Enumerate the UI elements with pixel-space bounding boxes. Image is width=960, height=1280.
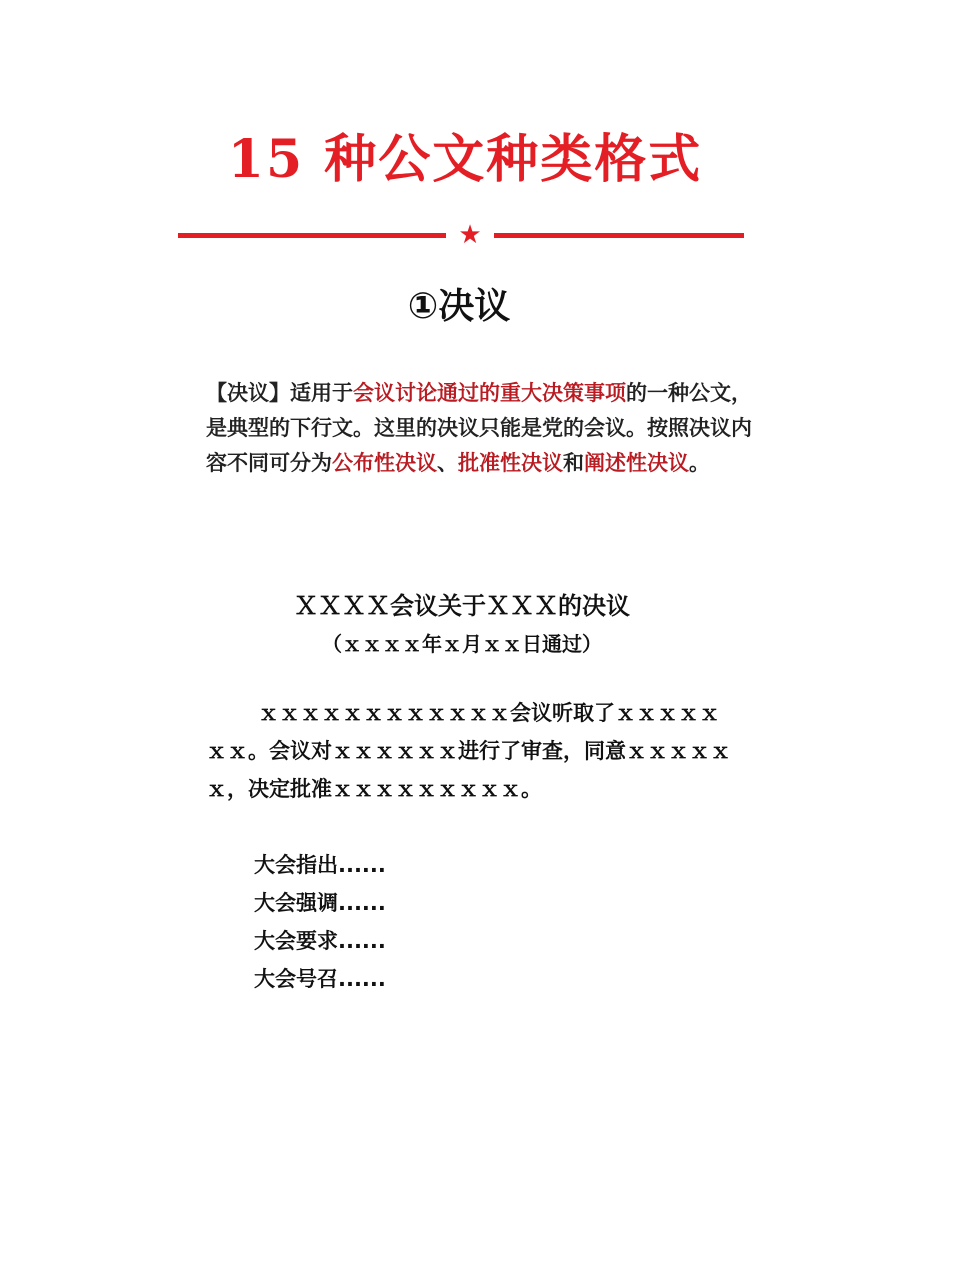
star-icon: ★ <box>458 220 482 250</box>
title-divider-right <box>494 233 744 238</box>
title-divider-left <box>178 233 446 238</box>
intro-highlight-type-2: 批准性决议 <box>458 451 563 475</box>
sample-document-body: ｘｘｘｘｘｘｘｘｘｘｘｘ会议听取了ｘｘｘｘｘｘｘ。会议对ｘｘｘｘｘｘ进行了审查，同意ｘｘｘｘｘｘ，决定批准ｘｘｘｘｘｘｘｘｘ。 <box>206 701 731 801</box>
sample-document-date: （ｘｘｘｘ年ｘ月ｘｘ日通过） <box>322 632 602 656</box>
section-title: ①决议 <box>407 286 511 327</box>
sample-document-title: ＸＸＸＸ会议关于ＸＸＸ的决议 <box>294 592 630 620</box>
main-title: 15 种公文种类格式 <box>227 129 703 190</box>
list-item: 大会号召...... <box>254 967 386 991</box>
intro-text-4: 和 <box>563 451 584 475</box>
list-item: 大会要求...... <box>254 929 386 953</box>
intro-text-2: 的一种公文，是典型的下行文。这里的决议只能是党的会议。按照决议内容不同可分为 <box>206 381 752 475</box>
intro-text-5: 。 <box>689 451 710 475</box>
list-item: 大会强调...... <box>254 891 386 915</box>
intro-paragraph <box>206 376 766 481</box>
intro-label: 【决议】 <box>206 381 290 405</box>
list-item: 大会指出...... <box>254 853 386 877</box>
intro-highlight-scope: 会议讨论通过的重大决策事项 <box>353 381 626 405</box>
sample-points-list <box>254 846 654 998</box>
intro-text-1: 适用于 <box>290 381 353 405</box>
intro-highlight-type-3: 阐述性决议 <box>584 451 689 475</box>
intro-highlight-type-1: 公布性决议 <box>332 451 437 475</box>
intro-text-3: 、 <box>437 451 458 475</box>
